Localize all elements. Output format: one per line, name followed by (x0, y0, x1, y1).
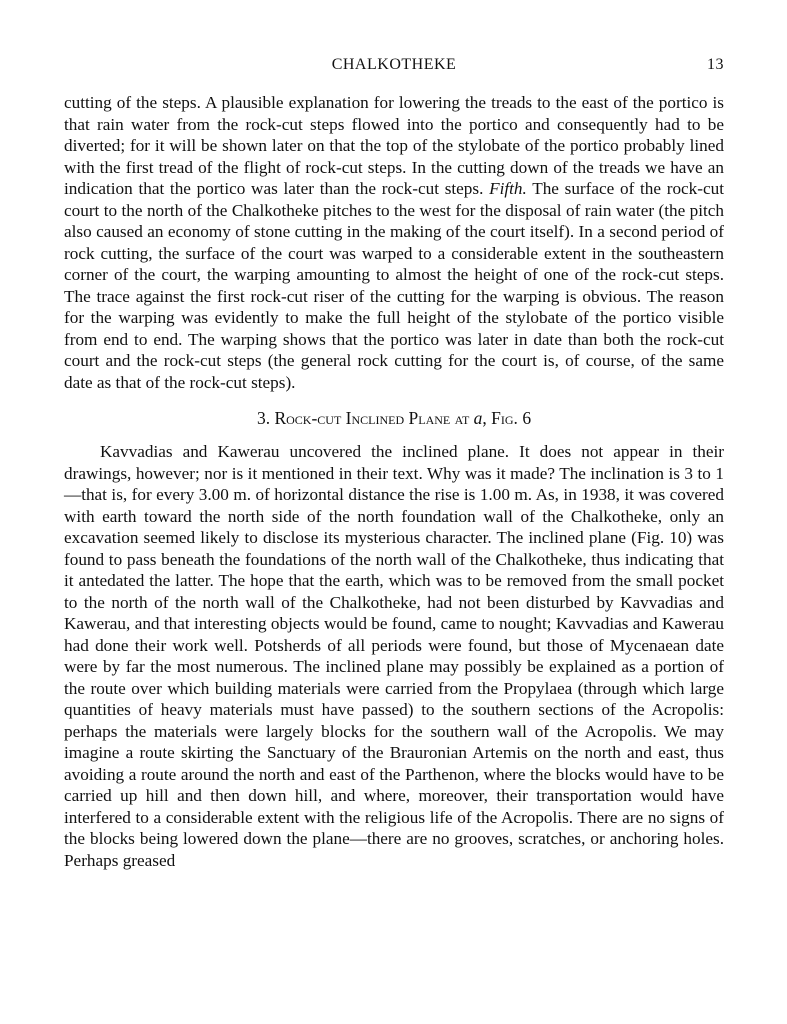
section-title: Rock-cut Inclined Plane at (274, 408, 470, 428)
paragraph-1-text-b: The surface of the rock-cut court to the north of the Chalkotheke pitches to the west for the disposal of rain water (the pitch also caused an economy of stone cutting in the making of the court itself). In a second period of rock cutting, the surface of the court was warped to a considerable extent in the southeastern corner of the court, the warping amounting to almost the height of one of the rock-cut steps. The trace against the first rock-cut riser of the cutting for the warping is obvious. The reason for the warping was evidently to make the full height of the stylobate of the portico visible from end to end. The warping shows that the portico was later in date than both the rock-cut court and the rock-cut steps (the general rock cutting for the court is, of course, of the same date as that of the rock-cut steps). (64, 179, 724, 392)
page-number: 13 (707, 56, 724, 73)
paragraph-1-emphasis: Fifth. (489, 179, 527, 198)
section-number: 3. (256, 408, 271, 428)
page (64, 56, 724, 871)
section-heading (64, 407, 724, 429)
paragraph-1-text-a: cutting of the steps. A plausible explanation for lowering the treads to the east of the portico is that rain water from the rock-cut steps flowed into the portico and consequently had to be diverted; for it will be shown later on that the top of the stylobate of the portico probably lined with the first tread of the flight of rock-cut steps. In the cutting down of the treads we have an indication that the portico was later than the rock-cut steps. (64, 93, 724, 198)
body-paragraph-2 (64, 441, 724, 871)
paragraph-2-text: Kavvadias and Kawerau uncovered the inclined plane. It does not appear in their drawings, however; nor is it mentioned in their text. Why was it made? The inclination is 3 to 1—that is, for every 3.00 m. of horizontal distance the rise is 1.00 m. As, in 1938, it was covered with earth toward the north side of the north foundation wall of the Chalkotheke, only an excavation seemed likely to disclose its mysterious character. The inclined plane (Fig. 10) was found to pass beneath the foundations of the north wall of the Chalkotheke, thus indicating that it antedated the latter. The hope that the earth, which was to be removed from the small pocket to the north of the north wall of the Chalkotheke, had not been disturbed by Kavvadias and Kawerau, and that interesting objects would be found, came to nought; Kavvadias and Kawerau had done their work well. Potsherds of all periods were found, but those of Mycenaean date were by far the most numerous. The inclined plane may possibly be explained as a portion of the route over which building materials were carried from the Propylaea (through which large quantities of heavy materials must have passed) to the southern sections of the Acropolis: perhaps the materials were largely blocks for the southern wall of the Acropolis. We may imagine a route skirting the Sanctuary of the Brauronian Artemis on the north and east, thus avoiding a route around the north and east of the Parthenon, where the blocks would have to be carried up hill and then down hill, and where, moreover, their transportation would have interfered to a considerable extent with the religious life of the Acropolis. There are no signs of the blocks being lowered down the plane—there are no grooves, scratches, or anchoring holes. Perhaps greased (64, 442, 724, 870)
section-marker: a (473, 408, 483, 428)
running-title: CHALKOTHEKE (331, 56, 457, 73)
section-fig-number: 6 (522, 408, 532, 428)
running-header (64, 56, 724, 80)
section-fig-label: Fig. (491, 408, 518, 428)
section-separator: , (482, 408, 492, 428)
body-paragraph-1 (64, 92, 724, 393)
